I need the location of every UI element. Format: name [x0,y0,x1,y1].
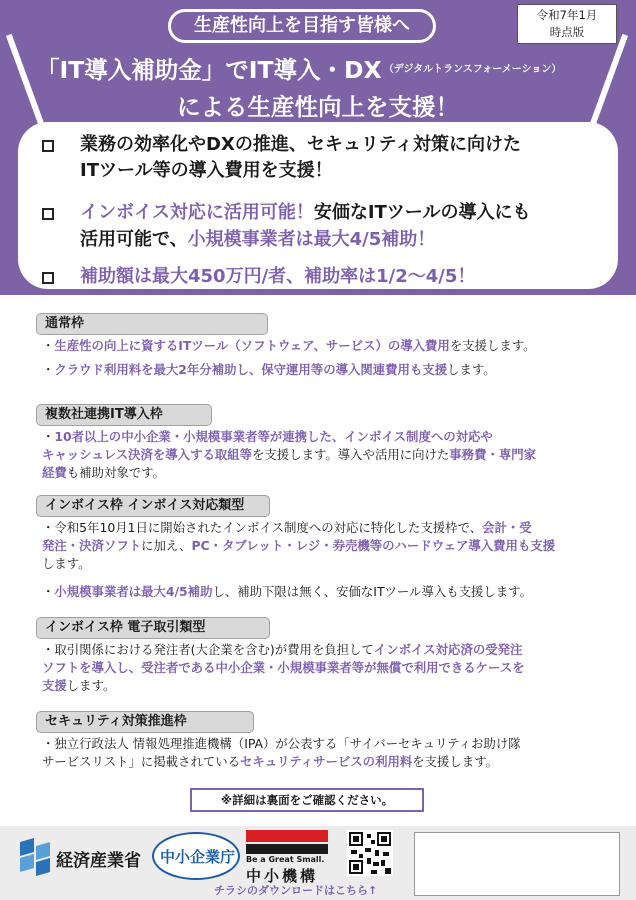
highlight-text: キャッシュレス決済を導入する取組等 [42,447,253,462]
sme-agency-name: 中小企業庁 [160,848,236,866]
program-description-line [42,735,521,753]
smrj-slogan: Be a Great Small. [246,855,325,864]
program-description-line [42,428,493,446]
key-point-2-text-b: 活用可能で、 [80,229,188,250]
body-text: を支援します。導入や活用に向けた [252,447,450,462]
body-text: ・ [42,338,55,353]
body-text: します。 [42,556,91,571]
program-description-line [42,337,536,355]
body-text: します。 [66,678,116,693]
body-text: ・独立行政法人 情報処理推進機構（IPA）が公表する「サイバーセキュリティお助け隊 [42,736,521,751]
body-text: サービスリスト」に掲載されている [42,754,241,769]
body-text: ・取引関係における発注者(大企業を含む)が費用を負担して [42,642,374,657]
program-tag: セキュリティ対策推進枠 [36,711,254,733]
highlight-text: クラウド利用料を最大2年分補助し、保守運用等の導入関連費用も支援 [54,362,448,377]
program-tag: 通常枠 [36,313,268,335]
body-text: します。 [447,362,496,377]
headline-line-2: による生産性向上を支援！ [177,93,459,121]
key-point-2-line-2 [80,227,610,252]
highlight-text: セキュリティサービスの利用料 [240,754,413,769]
program-tag: 複数社連携IT導入枠 [36,404,212,426]
download-link[interactable]: チラシのダウンロードはこちら↑ [214,884,378,897]
program-description-line [42,464,165,482]
key-point-2-highlight-a: インボイス対応に活用可能！ [80,202,314,223]
date-line-1: 令和7年1月 [536,8,598,22]
program-description-line [42,519,532,537]
highlight-text: 支援 [42,678,67,693]
meti-name: 経済産業省 [56,851,141,871]
checkbox-square-icon [42,272,54,284]
program-description-line [42,641,522,659]
program-description-line [42,537,555,555]
highlight-text: 会計・受 [482,520,532,535]
date-badge [517,4,617,44]
blank-stamp-area [414,832,620,896]
highlight-text: 小規模事業者は最大4/5補助 [54,584,213,599]
smrj-name: 中小機構 [246,867,319,885]
program-description-line [42,659,525,677]
key-point-1-line-1: 業務の効率化やDXの推進、セキュリティ対策に向けた [80,134,522,155]
highlight-text: PC・タブレット・レジ・券売機等のハードウェア導入費用も支援 [191,538,556,553]
key-point-1-line-2: ITツール等の導入費用を支援！ [80,160,333,181]
meti-logo-icon [16,838,52,876]
smrj-logo [246,830,336,885]
highlight-text: インボイス対応済の受発注 [373,642,523,657]
highlight-text: 10者以上の中小企業・小規模事業者等が連携した、インボイス制度への対応や [54,429,493,444]
audience-pill: 生産性向上を目指す皆様へ [168,9,436,43]
date-line-2: 時点版 [549,25,585,39]
program-description-line [42,361,496,379]
program-description-line [42,446,536,464]
smrj-black-bar [246,844,328,854]
checkbox-square-icon [42,140,54,152]
highlight-text: 生産性の向上に資するITツール（ソフトウェア、サービス）の導入費用 [54,338,450,353]
highlight-text: ソフトを導入し、受注者である中小企業・小規模事業者等が無償で利用できるケースを [42,660,525,675]
checkbox-square-icon [42,208,54,220]
body-text: も補助対象です。 [66,465,165,480]
program-tag: インボイス枠 インボイス対応類型 [36,495,270,517]
program-description-line [42,753,498,771]
key-point-2-text-a: 安価なITツールの導入にも [313,202,531,223]
body-text: ・令和5年10月1日に開始されたインボイス制度への対応に特化した支援枠で、 [42,520,483,535]
body-text: ・ [42,584,55,599]
header-banner [0,0,636,295]
body-text: に加え、 [141,538,192,553]
highlight-text: 事務費・専門家 [449,447,537,462]
body-text: を支援します。 [412,754,498,769]
program-tag: インボイス枠 電子取引類型 [36,617,270,639]
smrj-red-bar [246,830,328,842]
key-point-2-line-1 [80,200,610,225]
body-text: し、補助下限は無く、安価なITツール導入も支援します。 [212,584,532,599]
highlight-text: 経費 [42,465,67,480]
body-text: ・ [42,362,55,377]
sme-agency-logo [152,832,240,880]
program-description-line [42,555,91,573]
key-point-2-highlight-b: 小規模事業者は最大4/5補助！ [187,229,436,250]
key-point-3-line-1: 補助額は最大450万円/者、補助率は1/2～4/5！ [80,266,476,287]
details-note: ※詳細は裏面をご確認ください。 [190,788,424,812]
highlight-text: 発注・決済ソフト [42,538,142,553]
body-text: を支援します。 [449,338,536,353]
headline-line-1 [36,52,600,88]
program-description-line [42,677,115,695]
footer [0,826,636,900]
key-points-card [18,122,618,289]
headline-main: 「IT導入補助金」でIT導入・DX [36,56,382,84]
program-description-line [42,583,532,601]
qr-code-icon[interactable] [347,830,393,876]
headline-dx-note: （デジタルトランスフォーメーション） [383,64,562,75]
body-text: ・ [42,429,55,444]
